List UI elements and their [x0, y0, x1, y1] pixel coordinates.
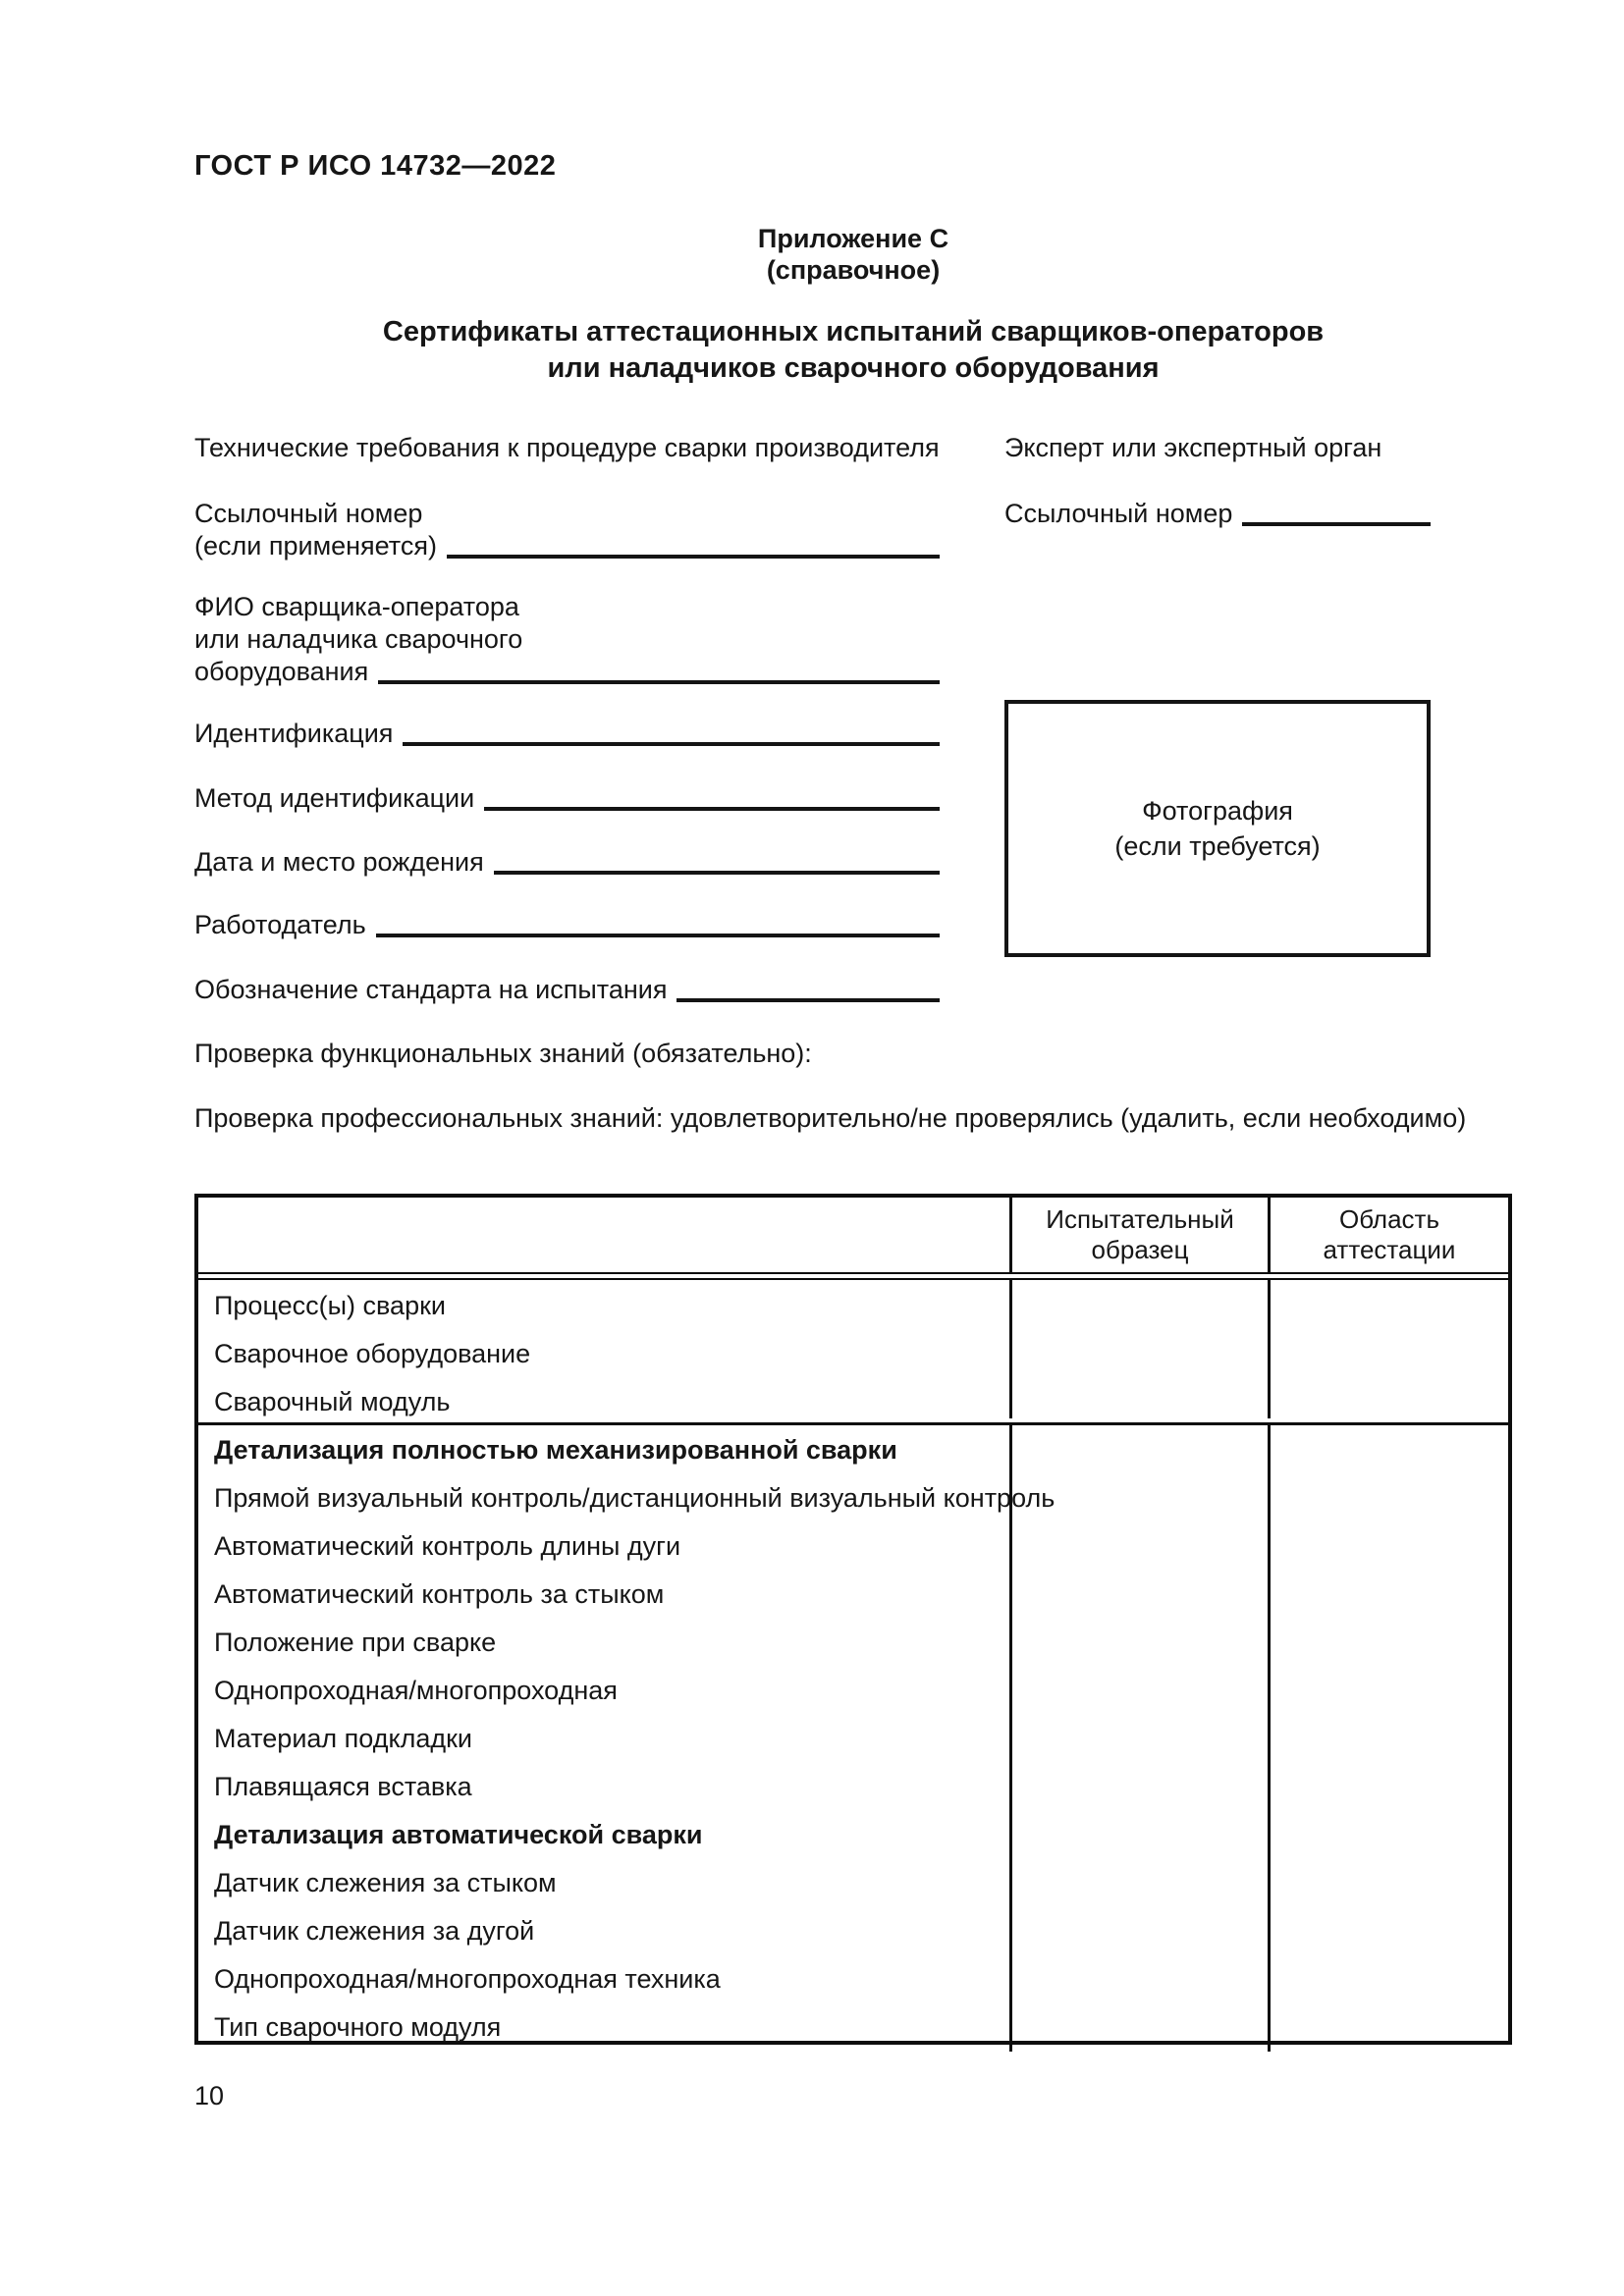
- table-row: Датчик слежения за дугой: [214, 1916, 535, 1946]
- table-block2-test-piece-cell: [1009, 1422, 1268, 2052]
- table-row: Сварочное оборудование: [214, 1339, 531, 1368]
- field-label: Ссылочный номер: [1004, 499, 1233, 528]
- table-row: Материал подкладки: [214, 1724, 472, 1753]
- field-employer: [194, 909, 940, 941]
- table-row: Тип сварочного модуля: [214, 2012, 502, 2042]
- right-column-heading: Эксперт или экспертный орган: [1004, 433, 1382, 462]
- fill-in-line: [378, 656, 940, 684]
- annex-note: (справочное): [766, 255, 941, 285]
- statement-functional-knowledge: Проверка функциональных знаний (обязательно):: [194, 1039, 812, 1068]
- table-row: Автоматический контроль длины дуги: [214, 1531, 681, 1561]
- fill-in-line: [376, 909, 940, 937]
- table-section-heading: Детализация автоматической сварки: [214, 1820, 703, 1849]
- document-title: [194, 314, 1512, 387]
- table-row: Прямой визуальный контроль/дистанционный визуальный контроль: [214, 1483, 1056, 1513]
- doc-code: ГОСТ Р ИСО 14732—2022: [194, 150, 557, 182]
- table-row: Датчик слежения за стыком: [214, 1868, 557, 1897]
- document-title-line1: Сертификаты аттестационных испытаний сварщиков-операторов: [382, 316, 1325, 347]
- table-header-test-piece: Испытательный образец: [1009, 1198, 1268, 1274]
- field-operator-name: [194, 591, 940, 688]
- table-row: Сварочный модуль: [214, 1387, 451, 1416]
- statement-professional-knowledge: Проверка профессиональных знаний: удовлетворительно/не проверялись (удалить, если необходимо): [194, 1103, 1467, 1133]
- photo-box-label-line1: Фотография: [1142, 796, 1293, 826]
- annex-label: Приложение С: [757, 224, 949, 253]
- field-reference-number: [194, 498, 940, 562]
- field-expert-reference-number: [1004, 498, 1431, 530]
- table-row: Однопроходная/многопроходная техника: [214, 1964, 721, 1994]
- field-label: или наладчика сварочного: [194, 624, 523, 654]
- qualification-table: [194, 1194, 1512, 2045]
- table-block1-range-cell: [1268, 1278, 1508, 1418]
- field-label: ФИО сварщика-оператора: [194, 592, 519, 621]
- fill-in-line: [494, 846, 940, 875]
- field-birth-date-place: [194, 846, 940, 879]
- annex-heading: [194, 223, 1512, 286]
- photo-box: [1004, 700, 1431, 957]
- table-row: Процесс(ы) сварки: [214, 1291, 446, 1320]
- field-label: Метод идентификации: [194, 783, 475, 813]
- table-header-qualification-range: Область аттестации: [1268, 1198, 1508, 1274]
- left-column-heading: Технические требования к процедуре сварки производителя: [194, 433, 940, 462]
- photo-box-label-line2: (если требуется): [1114, 831, 1321, 861]
- table-section-heading: Детализация полностью механизированной сварки: [214, 1435, 897, 1465]
- table-row: Положение при сварке: [214, 1628, 497, 1657]
- field-label: Обозначение стандарта на испытания: [194, 975, 668, 1004]
- table-row: Автоматический контроль за стыком: [214, 1579, 665, 1609]
- field-identification-method: [194, 782, 940, 815]
- field-label: Работодатель: [194, 910, 366, 939]
- fill-in-line: [447, 530, 940, 559]
- field-label: Дата и место рождения: [194, 847, 484, 877]
- document-title-line2: или наладчиков сварочного оборудования: [547, 352, 1160, 384]
- fill-in-line: [484, 782, 940, 811]
- field-label: (если применяется): [194, 531, 437, 561]
- fill-in-line: [403, 718, 940, 746]
- fill-in-line: [1242, 498, 1431, 526]
- table-row: Однопроходная/многопроходная: [214, 1676, 618, 1705]
- table-header-empty: [198, 1198, 1009, 1274]
- field-label: Идентификация: [194, 719, 394, 748]
- table-row: Плавящаяся вставка: [214, 1772, 472, 1801]
- field-test-standard: [194, 974, 940, 1006]
- table-block1-labels: [198, 1278, 1009, 1418]
- table-block1-test-piece-cell: [1009, 1278, 1268, 1418]
- page-number: 10: [194, 2081, 225, 2110]
- fill-in-line: [677, 974, 940, 1002]
- field-label: Ссылочный номер: [194, 499, 423, 528]
- field-identification: [194, 718, 940, 750]
- field-label: оборудования: [194, 657, 369, 686]
- table-block2-labels: [198, 1422, 1056, 2052]
- table-block2-range-cell: [1268, 1422, 1508, 2052]
